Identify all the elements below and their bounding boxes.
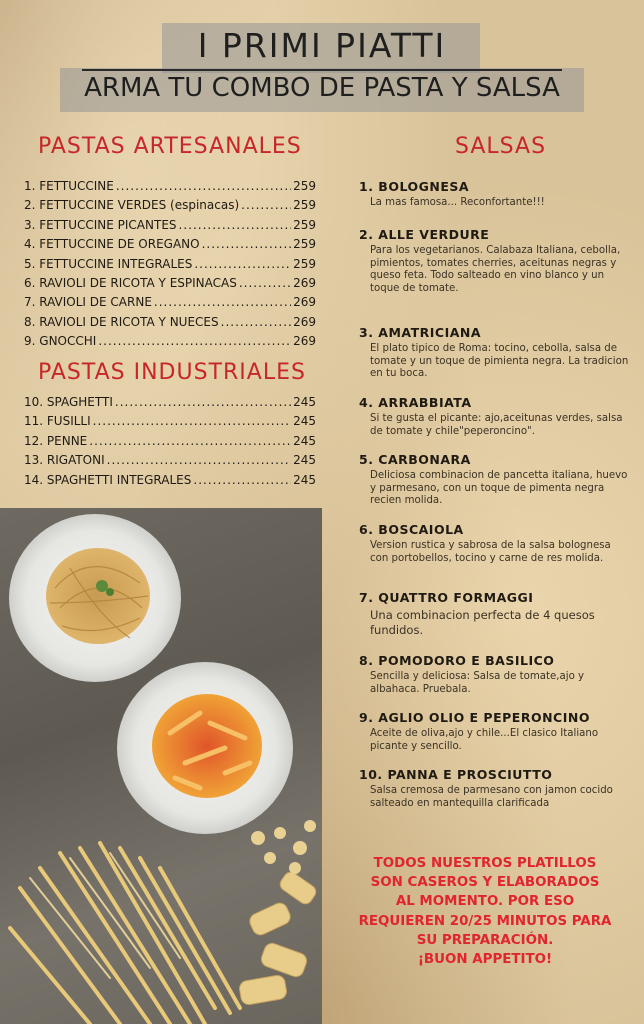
menu-item-name: 2. FETTUCCINE VERDES (espinacas) — [24, 198, 240, 213]
menu-item-price: 259 — [293, 256, 316, 271]
menu-item[interactable] — [24, 235, 316, 254]
menu-item[interactable] — [24, 451, 316, 470]
menu-item-name: 9. GNOCCHI — [24, 334, 97, 349]
cavatappi — [251, 820, 316, 874]
menu-item-price: 269 — [293, 295, 316, 310]
salsa-name: 6. BOSCAIOLA — [359, 522, 464, 537]
menu-item-name: 5. FETTUCCINE INTEGRALES — [24, 256, 193, 271]
menu-item[interactable] — [24, 255, 316, 274]
menu-item[interactable] — [24, 412, 316, 431]
salsa-item[interactable] — [359, 522, 629, 565]
penne-dish — [152, 694, 262, 798]
menu-item[interactable] — [24, 196, 316, 215]
page-subtitle: ARMA TU COMBO DE PASTA Y SALSA — [84, 73, 560, 103]
menu-item-name: 4. FETTUCCINE DE OREGANO — [24, 237, 200, 252]
salsa-description: El plato tipico de Roma: tocino, cebolla, salsa de tomate y un toque de pimienta negra. La tradicion en tu boca. — [370, 343, 629, 379]
menu-item[interactable] — [24, 471, 316, 490]
menu-item-price: 245 — [293, 433, 316, 448]
salsa-name: 1. BOLOGNESA — [359, 179, 470, 194]
industriales-title: PASTAS INDUSTRIALES — [38, 360, 306, 385]
salsa-item[interactable] — [359, 227, 629, 295]
salsa-description: Deliciosa combinacion de pancetta italiana, huevo y parmesano, con un toque de pimenta negra recien molida. — [370, 470, 628, 506]
pasta-photo — [0, 508, 322, 1024]
salsa-description: Una combinacion perfecta de 4 quesos fundidos. — [370, 608, 595, 637]
menu-item-price: 245 — [293, 472, 316, 487]
artesanales-list — [24, 177, 316, 352]
salsa-item[interactable] — [359, 767, 629, 810]
salsa-description: Aceite de oliva,ajo y chile...El clasico Italiano picante y sencillo. — [370, 728, 599, 752]
menu-item-name: 6. RAVIOLI DE RICOTA Y ESPINACAS — [24, 275, 237, 290]
salsa-item[interactable] — [359, 653, 629, 696]
industriales-list — [24, 393, 316, 490]
menu-item-price: 259 — [293, 198, 316, 213]
salsa-name: 9. AGLIO OLIO E PEPERONCINO — [359, 710, 590, 725]
menu-item-name: 8. RAVIOLI DE RICOTA Y NUECES — [24, 314, 219, 329]
menu-item-name: 12. PENNE — [24, 433, 88, 448]
menu-item[interactable] — [24, 393, 316, 412]
menu-item-price: 259 — [293, 237, 316, 252]
salsa-name: 4. ARRABBIATA — [359, 395, 472, 410]
menu-item-price: 245 — [293, 395, 316, 409]
menu-item[interactable] — [24, 216, 316, 235]
salsa-name: 10. PANNA E PROSCIUTTO — [359, 767, 553, 782]
title-divider — [82, 69, 562, 71]
menu-item[interactable] — [24, 332, 316, 351]
menu-item-price: 269 — [293, 334, 316, 349]
salsa-description: Version rustica y sabrosa de la salsa bolognesa con portobellos, tocino y carne de res molida. — [370, 540, 611, 564]
salsa-description: Sencilla y deliciosa: Salsa de tomate,ajo y albahaca. Pruebala. — [370, 671, 585, 695]
kitchen-note: TODOS NUESTROS PLATILLOS SON CASEROS Y ELABORADOS AL MOMENTO. POR ESO REQUIEREN 20/25 MINUTOS PARA SU PREPARACIÓN. ¡BUON APPETITO! — [358, 856, 612, 968]
salsa-description: Para los vegetarianos. Calabaza Italiana, cebolla, pimientos, tomates cherries, aceitunas negras y queso feta. Todo salteado en vino blanco y un toque de tomate. — [370, 245, 621, 294]
artesanales-title: PASTAS ARTESANALES — [38, 134, 302, 159]
menu-item-name: 13. RIGATONI — [24, 453, 105, 468]
salsa-name: 3. AMATRICIANA — [359, 325, 482, 340]
menu-item-price: 245 — [293, 453, 316, 468]
salsa-description: La mas famosa... Reconfortante!!! — [370, 197, 545, 208]
menu-item-name: 7. RAVIOLI DE CARNE — [24, 295, 152, 310]
salsa-item[interactable] — [359, 179, 629, 210]
salsa-name: 2. ALLE VERDURE — [359, 227, 490, 242]
menu-item[interactable] — [24, 293, 316, 312]
salsa-name: 5. CARBONARA — [359, 452, 471, 467]
menu-item[interactable] — [24, 274, 316, 293]
salsa-item[interactable] — [359, 325, 629, 381]
salsa-item[interactable] — [359, 710, 629, 753]
menu-item-name: 14. SPAGHETTI INTEGRALES — [24, 472, 192, 487]
menu-item[interactable] — [24, 177, 316, 196]
salsa-item[interactable] — [359, 590, 629, 638]
menu-item[interactable] — [24, 313, 316, 332]
salsa-item[interactable] — [359, 452, 629, 508]
salsa-description: Salsa cremosa de parmesano con jamon cocido salteado en mantequilla clarificada — [370, 785, 613, 809]
menu-item[interactable] — [24, 432, 316, 451]
menu-item-price: 259 — [293, 179, 316, 193]
basil-garnish — [96, 580, 108, 592]
menu-item-name: 10. SPAGHETTI — [24, 395, 113, 409]
menu-item-name: 1. FETTUCCINE — [24, 179, 114, 193]
menu-item-price: 245 — [293, 414, 316, 429]
rigatoni — [238, 869, 318, 1005]
salsa-item[interactable] — [359, 395, 629, 438]
menu-item-name: 3. FETTUCCINE PICANTES — [24, 217, 177, 232]
menu-item-price: 269 — [293, 314, 316, 329]
menu-item-price: 269 — [293, 275, 316, 290]
salsa-description: Si te gusta el picante: ajo,aceitunas verdes, salsa de tomate y chile"peperoncino". — [370, 413, 623, 437]
page-title: I PRIMI PIATTI — [197, 26, 447, 65]
menu-item-price: 259 — [293, 217, 316, 232]
menu-item-name: 11. FUSILLI — [24, 414, 91, 429]
salsas-title: SALSAS — [455, 134, 547, 159]
salsa-name: 8. POMODORO E BASILICO — [359, 653, 555, 668]
pasta-photo-illustration — [0, 508, 322, 1024]
salsa-name: 7. QUATTRO FORMAGGI — [359, 590, 534, 605]
